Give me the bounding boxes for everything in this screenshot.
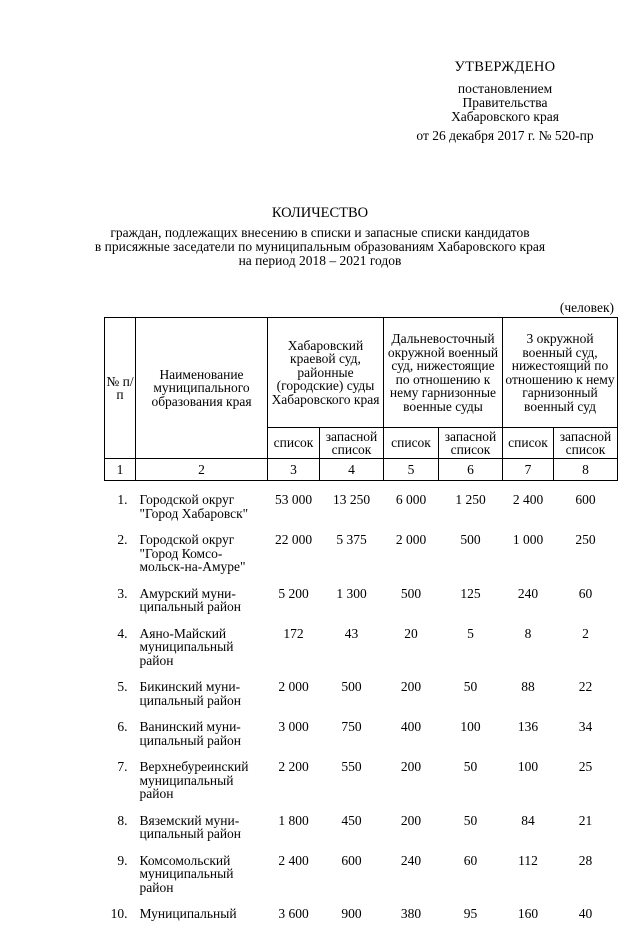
cell-value: 550 <box>341 759 362 774</box>
cell-value: 53 000 <box>274 492 313 507</box>
municipality-name: Городской округ "Город Хабаровск" <box>139 492 249 521</box>
cell-value: 136 <box>517 719 539 734</box>
header-reserve: запасной список <box>439 428 503 459</box>
cell-value: 3 000 <box>278 719 309 734</box>
row-number: 6. <box>117 719 128 734</box>
cell-value: 6 000 <box>395 492 427 507</box>
header-court-2: Дальневосточный окружной военный суд, нижестоящие по отношению к нему гарнизонные военные суды <box>384 318 503 428</box>
header-list: список <box>384 428 439 459</box>
column-number: 3 <box>268 459 320 481</box>
header-num: № п/п <box>105 318 136 459</box>
header-list: список <box>268 428 320 459</box>
cell-value: 200 <box>400 812 422 828</box>
row-number: 5. <box>117 679 128 694</box>
column-number: 6 <box>439 459 503 481</box>
row-number: 10. <box>110 906 128 921</box>
municipality-name: Ванинский муни-ципальный район <box>139 719 242 748</box>
cell-value: 100 <box>460 719 481 734</box>
cell-value: 3 600 <box>278 906 309 921</box>
cell-value: 22 000 <box>274 532 313 547</box>
cell-value: 112 <box>518 852 538 868</box>
cell-value: 1 250 <box>455 492 486 507</box>
row-number: 7. <box>117 759 128 774</box>
document-title: КОЛИЧЕСТВО <box>271 205 369 221</box>
header-reserve: запасной список <box>320 428 384 459</box>
cell-value: 22 <box>578 679 593 694</box>
data-table <box>104 317 618 934</box>
cell-value: 380 <box>400 906 422 921</box>
unit-label: (человек) <box>559 300 614 315</box>
column-number: 2 <box>136 459 268 481</box>
table-row <box>105 680 618 720</box>
cell-value: 40 <box>578 906 593 921</box>
cell-value: 500 <box>460 532 481 547</box>
table-row <box>105 854 618 908</box>
document-subtitle <box>60 226 580 268</box>
municipality-name: Аяно-Майский муниципальный район <box>139 625 234 668</box>
cell-value: 125 <box>460 585 481 601</box>
cell-value: 5 375 <box>336 532 367 547</box>
table-row <box>105 720 618 760</box>
table-row <box>105 587 618 627</box>
row-number: 8. <box>117 812 128 828</box>
cell-value: 172 <box>283 625 304 641</box>
cell-value: 240 <box>517 585 539 601</box>
cell-value: 1 000 <box>512 532 544 547</box>
cell-value: 84 <box>521 812 535 828</box>
cell-value: 1 300 <box>336 585 367 601</box>
cell-value: 400 <box>400 719 422 734</box>
cell-value: 200 <box>400 759 422 774</box>
column-number: 4 <box>320 459 384 481</box>
cell-value: 500 <box>400 585 422 601</box>
cell-value: 8 <box>524 625 532 641</box>
municipality-name: Амурский муни-ципальный район <box>139 585 242 614</box>
approval-line: Хабаровского края <box>451 109 559 124</box>
table-row <box>105 760 618 814</box>
cell-value: 88 <box>521 679 535 694</box>
cell-value: 5 200 <box>278 585 309 601</box>
cell-value: 28 <box>578 852 593 868</box>
table-row <box>105 493 618 533</box>
cell-value: 20 <box>404 625 418 641</box>
row-number: 4. <box>117 625 128 641</box>
cell-value: 500 <box>341 679 362 694</box>
municipality-name: Муниципальный <box>139 906 237 921</box>
cell-value: 25 <box>578 759 593 774</box>
approval-line: Правительства <box>462 95 548 110</box>
column-number: 8 <box>554 459 618 481</box>
cell-value: 450 <box>341 812 362 828</box>
cell-value: 600 <box>575 492 596 507</box>
header-court-3: 3 окружной военный суд, нижестоящий по отношению к нему гарнизонный военный суд <box>503 318 618 428</box>
row-number: 9. <box>117 852 128 868</box>
cell-value: 2 400 <box>278 852 309 868</box>
subtitle-line: граждан, подлежащих внесению в списки и запасные списки кандидатов <box>110 225 530 240</box>
cell-value: 100 <box>517 759 539 774</box>
cell-value: 2 000 <box>395 532 427 547</box>
cell-value: 250 <box>575 532 596 547</box>
cell-value: 50 <box>463 679 478 694</box>
cell-value: 900 <box>341 906 362 921</box>
cell-value: 60 <box>463 852 478 868</box>
table-row <box>105 907 618 934</box>
cell-value: 50 <box>463 812 478 828</box>
column-number: 1 <box>105 459 136 481</box>
header-reserve: запасной список <box>554 428 618 459</box>
municipality-name: Вяземский муни-ципальный район <box>139 812 242 841</box>
municipality-name: Бикинский муни-ципальный район <box>139 679 242 708</box>
row-number: 1. <box>117 492 128 507</box>
municipality-name: Комсомольский муниципальный район <box>139 852 234 895</box>
cell-value: 2 <box>582 625 589 641</box>
subtitle-line: в присяжные заседатели по муниципальным образованиям Хабаровского края <box>94 239 546 254</box>
cell-value: 21 <box>578 812 593 828</box>
cell-value: 2 400 <box>512 492 544 507</box>
header-name: Наименование муниципального образования края <box>136 318 268 459</box>
cell-value: 5 <box>467 625 474 641</box>
cell-value: 2 000 <box>278 679 309 694</box>
cell-value: 50 <box>463 759 478 774</box>
subtitle-line: на период 2018 – 2021 годов <box>238 253 402 268</box>
cell-value: 60 <box>578 585 593 601</box>
approval-date: от 26 декабря 2017 г. № 520-пр <box>416 128 594 143</box>
cell-value: 95 <box>463 906 478 921</box>
cell-value: 1 800 <box>278 812 309 828</box>
cell-value: 160 <box>517 906 539 921</box>
cell-value: 2 200 <box>278 759 309 774</box>
table-row <box>105 533 618 587</box>
row-number: 3. <box>117 585 128 601</box>
row-number: 2. <box>117 532 128 547</box>
approval-block <box>395 60 615 143</box>
table-row <box>105 627 618 681</box>
cell-value: 34 <box>578 719 593 734</box>
table-row <box>105 814 618 854</box>
cell-value: 200 <box>400 679 422 694</box>
header-court-1: Хабаровский краевой суд, районные (городские) суды Хабаровского края <box>268 318 384 428</box>
column-number: 7 <box>503 459 554 481</box>
cell-value: 750 <box>341 719 362 734</box>
cell-value: 13 250 <box>332 492 371 507</box>
cell-value: 43 <box>344 625 359 641</box>
cell-value: 600 <box>341 852 362 868</box>
municipality-name: Верхнебуреинский муниципальный район <box>139 759 249 801</box>
header-list: список <box>503 428 554 459</box>
approval-heading: УТВЕРЖДЕНО <box>454 59 556 75</box>
column-number: 5 <box>384 459 439 481</box>
municipality-name: Городской округ "Город Комсо-мольск-на-Амуре" <box>139 532 246 574</box>
approval-line: постановлением <box>457 81 553 96</box>
cell-value: 240 <box>400 852 422 868</box>
